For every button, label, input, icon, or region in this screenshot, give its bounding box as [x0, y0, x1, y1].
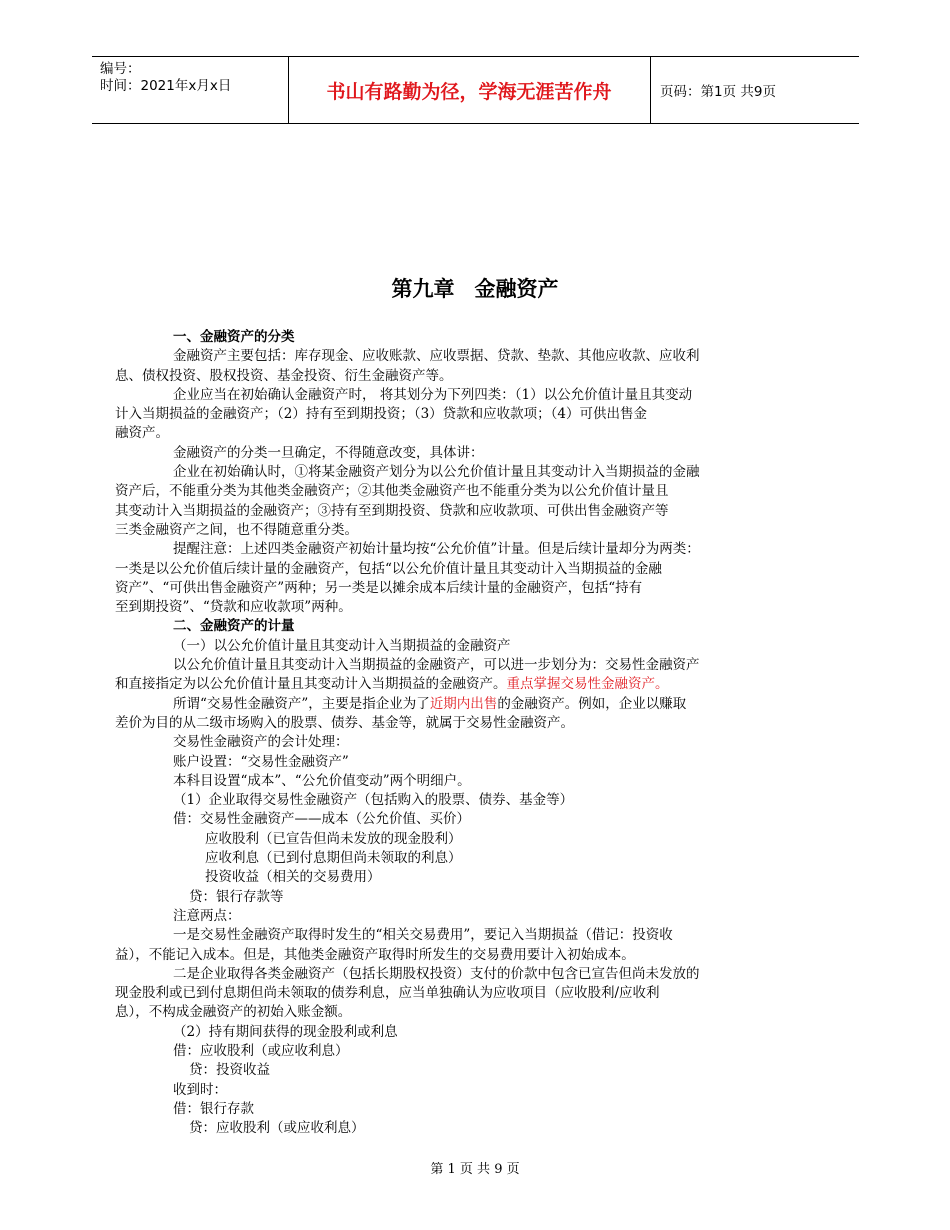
text-run: 和直接指定为以公允价值计量且其变动计入当期损益的金融资产。 [115, 676, 507, 693]
header-motto: 书山有路勤为径，学海无涯苦作舟 [326, 81, 612, 103]
text-run: 的金融资产。例如，企业以赚取 [497, 695, 687, 712]
emphasis-text: 近期内出售 [429, 695, 498, 712]
emphasis-text: 重点掌握交易性金融资产。 [506, 676, 669, 693]
header-page-info: 页码：第1页 共9页 [660, 84, 776, 100]
journal-entry-line: 借：银行存款 [173, 1100, 254, 1117]
document-date: 时间：2021年x月x日 [100, 78, 232, 94]
paragraph-line: 一是交易性金融资产取得时发生的“相关交易费用”，要记入当期损益（借记：投资收 [173, 927, 673, 944]
journal-entry-line: 借：应收股利（或应收利息） [173, 1042, 349, 1059]
paragraph-line: 注意两点： [173, 907, 241, 924]
paragraph-line [115, 695, 815, 714]
paragraph-line: 融资产。 [115, 425, 169, 442]
journal-entry-line: 贷：投资收益 [189, 1062, 270, 1079]
paragraph-line: 收到时： [173, 1081, 227, 1098]
section-heading: 二、金融资产的计量 [173, 618, 295, 635]
journal-entry-line: 贷：应收股利（或应收利息） [189, 1120, 365, 1137]
paragraph-line: 以公允价值计量且其变动计入当期损益的金融资产，可以进一步划分为：交易性金融资产 [173, 657, 700, 674]
paragraph-line: 资产后，不能重分类为其他类金融资产；②其他类金融资产也不能重分类为以公允价值计量且 [115, 483, 669, 500]
paragraph-line: 益），不能记入成本。但是，其他类金融资产取得时所发生的交易费用要计入初始成本。 [115, 946, 635, 963]
header-meta [100, 61, 231, 95]
page-footer: 第 1 页 共 9 页 [430, 1162, 520, 1177]
paragraph-line: 一类是以公允价值后续计量的金融资产，包括“以公允价值计量且其变动计入当期损益的金融 [115, 560, 662, 577]
journal-entry-line: 贷：银行存款等 [189, 888, 284, 905]
header-divider [650, 57, 651, 123]
paragraph-line: 差价为目的从二级市场购入的股票、债券、基金等，就属于交易性金融资产。 [115, 714, 574, 731]
subsection-heading: （一）以公允价值计量且其变动计入当期损益的金融资产 [173, 637, 511, 654]
paragraph-line: 资产”、“可供出售金融资产”两种；另一类是以摊余成本后续计量的金融资产，包括“持有 [115, 579, 643, 596]
paragraph-line: 计入当期损益的金融资产；（2）持有至到期投资；（3）贷款和应收款项；（4）可供出售金 [115, 406, 648, 423]
paragraph-line: （1）企业取得交易性金融资产（包括购入的股票、债券、基金等） [173, 792, 574, 809]
page-header [92, 56, 859, 124]
document-body [115, 328, 815, 1138]
paragraph-line: 至到期投资”、“贷款和应收款项”两种。 [115, 599, 352, 616]
paragraph-line: 现金股利或已到付息期但尚未领取的债券利息，应当单独确认为应收项目（应收股利/应收利 [115, 985, 660, 1002]
paragraph-line: 交易性金融资产的会计处理： [173, 734, 349, 751]
paragraph-line: （2）持有期间获得的现金股利或利息 [173, 1023, 398, 1040]
paragraph-line: 企业应当在初始确认金融资产时， 将其划分为下列四类：（1）以公允价值计量且其变动 [173, 386, 693, 403]
journal-entry-line: 借：交易性金融资产——成本（公允价值、买价） [173, 811, 470, 828]
paragraph-line [115, 675, 815, 694]
paragraph-line: 息、债权投资、股权投资、基金投资、衍生金融资产等。 [115, 367, 453, 384]
paragraph-line: 企业在初始确认时，①将某金融资产划分为以公允价值计量且其变动计入当期损益的金融 [173, 464, 700, 481]
paragraph-line: 本科目设置“成本”、“公允价值变动”两个明细户。 [173, 772, 471, 789]
paragraph-line: 二是企业取得各类金融资产（包括长期股权投资）支付的价款中包含已宣告但尚未发放的 [173, 965, 700, 982]
paragraph-line: 三类金融资产之间，也不得随意重分类。 [115, 521, 358, 538]
paragraph-line: 金融资产的分类一旦确定，不得随意改变，具体讲： [173, 444, 484, 461]
chapter-name: 金融资产 [474, 277, 559, 301]
journal-entry-line: 应收利息（已到付息期但尚未领取的利息） [205, 850, 462, 867]
section-heading: 一、金融资产的分类 [173, 329, 295, 345]
document-number-label: 编号： [100, 61, 141, 77]
paragraph-line: 提醒注意：上述四类金融资产初始计量均按“公允价值”计量。但是后续计量却分为两类： [173, 541, 700, 558]
journal-entry-line: 投资收益（相关的交易费用） [205, 869, 381, 886]
paragraph-line: 息），不构成金融资产的初始入账金额。 [115, 1004, 352, 1021]
paragraph-line: 账户设置：“交易性金融资产” [173, 753, 349, 770]
chapter-title [0, 273, 950, 303]
journal-entry-line: 应收股利（已宣告但尚未发放的现金股利） [205, 830, 462, 847]
paragraph-line: 其变动计入当期损益的金融资产；③持有至到期投资、贷款和应收款项、可供出售金融资产等 [115, 502, 669, 519]
text-run: 所谓“交易性金融资产”，主要是指企业为了 [173, 695, 430, 712]
chapter-number: 第九章 [391, 277, 455, 301]
paragraph-line: 金融资产主要包括：库存现金、应收账款、应收票据、贷款、垫款、其他应收款、应收利 [173, 348, 700, 365]
